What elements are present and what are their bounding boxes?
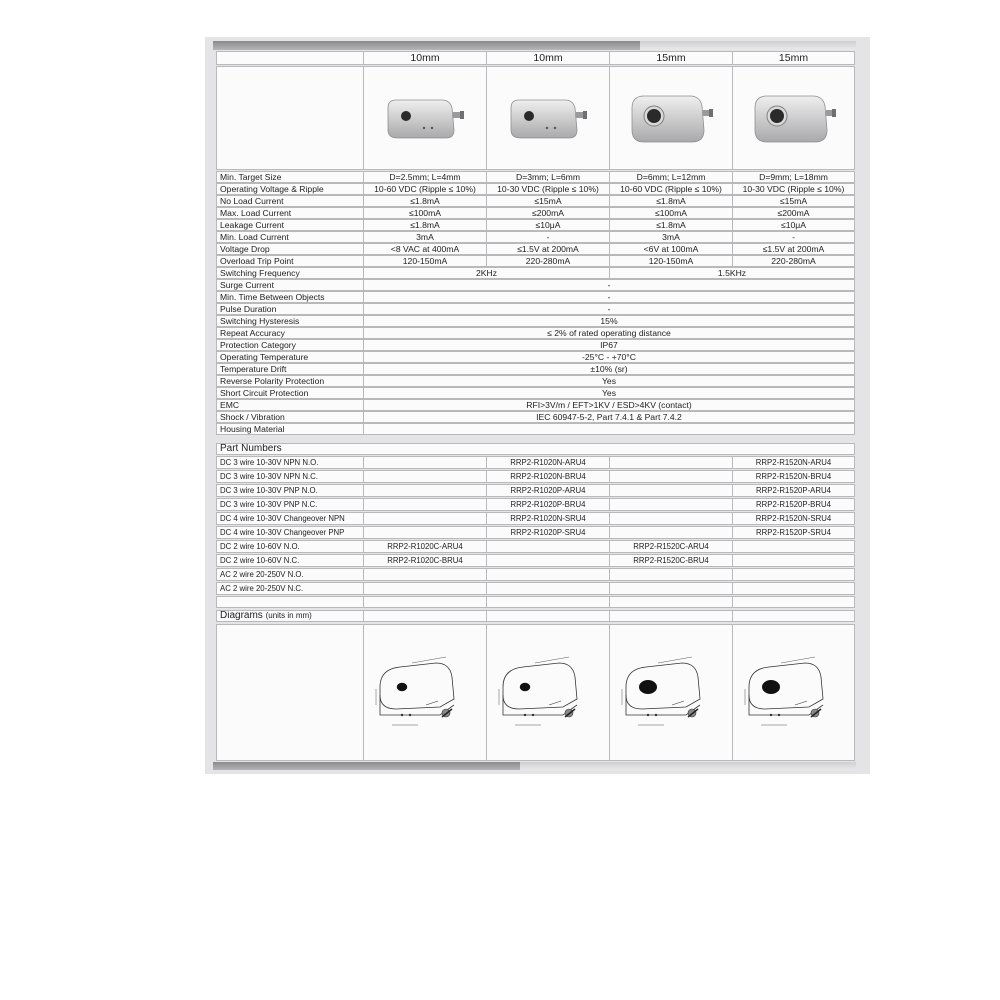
part-number-value: RRP2-R1520P-ARU4 — [732, 484, 855, 497]
spec-label: Operating Temperature — [216, 351, 363, 363]
diagrams-unit-note: (units in mm) — [265, 611, 312, 620]
spec-value: ≤15mA — [486, 195, 609, 207]
part-number-label: DC 3 wire 10-30V PNP N.O. — [216, 484, 363, 497]
diagram-head-2 — [486, 610, 609, 622]
part-number-value — [363, 498, 486, 511]
spec-value: IEC 60947-5-2, Part 7.4.1 & Part 7.4.2 — [363, 411, 855, 423]
part-number-value — [609, 582, 732, 595]
spec-value: Yes — [363, 375, 855, 387]
spec-row — [216, 291, 855, 303]
part-number-value — [363, 512, 486, 525]
part-number-value — [609, 470, 732, 483]
spec-label: Min. Target Size — [216, 171, 363, 183]
spec-value: D=6mm; L=12mm — [609, 171, 732, 183]
size-header-4: 15mm — [732, 51, 855, 65]
spec-value: ≤1.8mA — [363, 219, 486, 231]
size-header-row — [216, 51, 855, 65]
blank-cell-3 — [609, 596, 732, 608]
spec-value: 15% — [363, 315, 855, 327]
diagram-label-blank — [216, 624, 363, 761]
size-header-2: 10mm — [486, 51, 609, 65]
blank-label-cell — [216, 596, 363, 608]
part-number-value — [609, 498, 732, 511]
diagram-head-4 — [732, 610, 855, 622]
spec-row — [216, 183, 855, 195]
spec-value: 3mA — [363, 231, 486, 243]
spec-label: Shock / Vibration — [216, 411, 363, 423]
header-blank-cell — [216, 51, 363, 65]
part-numbers-title-row — [216, 443, 855, 455]
spec-value — [363, 423, 855, 435]
spec-label: Overload Trip Point — [216, 255, 363, 267]
part-number-value — [609, 512, 732, 525]
part-number-row — [216, 568, 855, 581]
diagram-row — [216, 624, 855, 761]
product-image-4 — [732, 66, 855, 170]
spec-value: -25°C - +70°C — [363, 351, 855, 363]
part-number-value — [609, 484, 732, 497]
part-number-row — [216, 456, 855, 469]
product-image-1 — [363, 66, 486, 170]
top-header-bar-highlight — [640, 41, 856, 50]
part-number-row — [216, 582, 855, 595]
spec-value: ≤10μA — [486, 219, 609, 231]
part-number-row — [216, 484, 855, 497]
part-number-value — [486, 554, 609, 567]
part-number-value: RRP2-R1020N-ARU4 — [486, 456, 609, 469]
part-number-value — [609, 456, 732, 469]
spec-row — [216, 243, 855, 255]
spec-row — [216, 279, 855, 291]
sensor-photo-large-1 — [626, 86, 716, 150]
spec-row — [216, 195, 855, 207]
spec-row — [216, 219, 855, 231]
spec-value: <8 VAC at 400mA — [363, 243, 486, 255]
spec-row — [216, 375, 855, 387]
spec-value: ≤1.5V at 200mA — [486, 243, 609, 255]
spec-row — [216, 231, 855, 243]
diagrams-title: Diagrams — [220, 610, 263, 621]
part-number-value — [363, 568, 486, 581]
spec-value: RFI>3V/m / EFT>1KV / ESD>4KV (contact) — [363, 399, 855, 411]
spec-value: D=3mm; L=6mm — [486, 171, 609, 183]
part-number-value — [363, 470, 486, 483]
part-number-row — [216, 540, 855, 553]
part-number-label: DC 3 wire 10-30V PNP N.C. — [216, 498, 363, 511]
part-number-value — [363, 484, 486, 497]
dimension-drawing-large-1 — [612, 643, 730, 743]
spec-label: EMC — [216, 399, 363, 411]
spec-value: 1.5KHz — [609, 267, 855, 279]
part-number-value — [486, 540, 609, 553]
diagram-head-3 — [609, 610, 732, 622]
product-image-3 — [609, 66, 732, 170]
blank-spacer-row — [216, 596, 855, 608]
spec-label: No Load Current — [216, 195, 363, 207]
spec-value: D=9mm; L=18mm — [732, 171, 855, 183]
spec-label: Switching Hysteresis — [216, 315, 363, 327]
spec-label: Max. Load Current — [216, 207, 363, 219]
diagram-head-1 — [363, 610, 486, 622]
spec-value: ≤100mA — [363, 207, 486, 219]
spec-label: Operating Voltage & Ripple — [216, 183, 363, 195]
part-number-label: DC 4 wire 10-30V Changeover NPN — [216, 512, 363, 525]
spec-label: Switching Frequency — [216, 267, 363, 279]
part-number-value: RRP2-R1020P-ARU4 — [486, 484, 609, 497]
spec-row — [216, 207, 855, 219]
dimension-diagram-4 — [732, 624, 855, 761]
spec-row — [216, 399, 855, 411]
spec-label: Min. Time Between Objects — [216, 291, 363, 303]
spec-value: ±10% (sr) — [363, 363, 855, 375]
part-number-value — [363, 456, 486, 469]
spec-value: D=2.5mm; L=4mm — [363, 171, 486, 183]
spec-label: Protection Category — [216, 339, 363, 351]
blank-cell-2 — [486, 596, 609, 608]
spec-value: - — [732, 231, 855, 243]
part-number-row — [216, 470, 855, 483]
spec-value: Yes — [363, 387, 855, 399]
spec-value: ≤200mA — [486, 207, 609, 219]
part-number-row — [216, 498, 855, 511]
sensor-photo-small-2 — [503, 88, 593, 148]
part-number-value: RRP2-R1020C-BRU4 — [363, 554, 486, 567]
size-header-3: 15mm — [609, 51, 732, 65]
part-number-value — [732, 582, 855, 595]
spec-value: - — [363, 303, 855, 315]
spec-value: - — [486, 231, 609, 243]
part-number-value — [732, 540, 855, 553]
spec-label: Surge Current — [216, 279, 363, 291]
spec-value: ≤1.5V at 200mA — [732, 243, 855, 255]
spec-value: 10-30 VDC (Ripple ≤ 10%) — [486, 183, 609, 195]
part-number-value: RRP2-R1020C-ARU4 — [363, 540, 486, 553]
spec-row — [216, 423, 855, 435]
diagrams-title-row — [216, 610, 855, 622]
spec-value: 220-280mA — [732, 255, 855, 267]
sensor-photo-small-1 — [380, 88, 470, 148]
spec-row — [216, 255, 855, 267]
part-numbers-title: Part Numbers — [216, 443, 855, 455]
blank-cell-1 — [363, 596, 486, 608]
spec-value: ≤1.8mA — [363, 195, 486, 207]
part-number-value — [609, 526, 732, 539]
spec-row — [216, 351, 855, 363]
spec-value: ≤10μA — [732, 219, 855, 231]
spec-value: 220-280mA — [486, 255, 609, 267]
spec-label: Housing Material — [216, 423, 363, 435]
part-number-value — [732, 554, 855, 567]
image-label-blank — [216, 66, 363, 170]
bottom-footer-bar-highlight — [520, 762, 856, 770]
spec-value: ≤1.8mA — [609, 219, 732, 231]
part-number-row — [216, 526, 855, 539]
part-number-value — [486, 568, 609, 581]
part-number-label: AC 2 wire 20-250V N.C. — [216, 582, 363, 595]
spec-row — [216, 411, 855, 423]
spec-row — [216, 171, 855, 183]
spec-label: Repeat Accuracy — [216, 327, 363, 339]
spec-row — [216, 339, 855, 351]
dimension-drawing-large-2 — [735, 643, 853, 743]
spec-row — [216, 315, 855, 327]
part-number-label: DC 2 wire 10-60V N.C. — [216, 554, 363, 567]
spec-row — [216, 387, 855, 399]
part-number-value: RRP2-R1520C-ARU4 — [609, 540, 732, 553]
part-number-value: RRP2-R1020P-BRU4 — [486, 498, 609, 511]
part-number-value: RRP2-R1520N-ARU4 — [732, 456, 855, 469]
spec-value: ≤1.8mA — [609, 195, 732, 207]
part-number-value: RRP2-R1020P-SRU4 — [486, 526, 609, 539]
spec-row — [216, 327, 855, 339]
part-number-label: AC 2 wire 20-250V N.O. — [216, 568, 363, 581]
part-number-value: RRP2-R1020N-SRU4 — [486, 512, 609, 525]
spec-value: 120-150mA — [609, 255, 732, 267]
spec-label: Leakage Current — [216, 219, 363, 231]
dimension-drawing-small-1 — [366, 643, 484, 743]
product-image-row — [216, 66, 855, 170]
spec-label: Pulse Duration — [216, 303, 363, 315]
part-number-label: DC 3 wire 10-30V NPN N.C. — [216, 470, 363, 483]
spec-value: - — [363, 291, 855, 303]
spec-row — [216, 363, 855, 375]
spec-value: ≤100mA — [609, 207, 732, 219]
spec-label: Min. Load Current — [216, 231, 363, 243]
spec-value: 10-30 VDC (Ripple ≤ 10%) — [732, 183, 855, 195]
spec-label: Temperature Drift — [216, 363, 363, 375]
part-number-label: DC 3 wire 10-30V NPN N.O. — [216, 456, 363, 469]
part-number-value — [363, 582, 486, 595]
spec-value: 10-60 VDC (Ripple ≤ 10%) — [363, 183, 486, 195]
part-number-value — [363, 526, 486, 539]
spec-row — [216, 303, 855, 315]
sensor-photo-large-2 — [749, 86, 839, 150]
spec-label: Short Circuit Protection — [216, 387, 363, 399]
dimension-diagram-2 — [486, 624, 609, 761]
dimension-drawing-small-2 — [489, 643, 607, 743]
spec-value: 2KHz — [363, 267, 609, 279]
spec-value: ≤200mA — [732, 207, 855, 219]
part-number-value: RRP2-R1520N-BRU4 — [732, 470, 855, 483]
part-number-value: RRP2-R1520P-BRU4 — [732, 498, 855, 511]
spec-value: 3mA — [609, 231, 732, 243]
spec-value: <6V at 100mA — [609, 243, 732, 255]
part-number-value: RRP2-R1520P-SRU4 — [732, 526, 855, 539]
size-header-1: 10mm — [363, 51, 486, 65]
product-image-2 — [486, 66, 609, 170]
part-number-value — [609, 568, 732, 581]
part-number-value — [486, 582, 609, 595]
part-number-label: DC 2 wire 10-60V N.O. — [216, 540, 363, 553]
dimension-diagram-3 — [609, 624, 732, 761]
spec-value: - — [363, 279, 855, 291]
spec-value: 120-150mA — [363, 255, 486, 267]
spec-value: ≤15mA — [732, 195, 855, 207]
diagrams-title-cell — [216, 610, 363, 622]
part-number-value: RRP2-R1520N-SRU4 — [732, 512, 855, 525]
part-number-value — [732, 568, 855, 581]
blank-cell-4 — [732, 596, 855, 608]
spec-value: ≤ 2% of rated operating distance — [363, 327, 855, 339]
spec-value: IP67 — [363, 339, 855, 351]
dimension-diagram-1 — [363, 624, 486, 761]
spec-value: 10-60 VDC (Ripple ≤ 10%) — [609, 183, 732, 195]
spec-label: Voltage Drop — [216, 243, 363, 255]
part-number-row — [216, 512, 855, 525]
part-number-label: DC 4 wire 10-30V Changeover PNP — [216, 526, 363, 539]
spec-row — [216, 267, 855, 279]
part-number-value: RRP2-R1020N-BRU4 — [486, 470, 609, 483]
spec-label: Reverse Polarity Protection — [216, 375, 363, 387]
part-number-value: RRP2-R1520C-BRU4 — [609, 554, 732, 567]
part-number-row — [216, 554, 855, 567]
